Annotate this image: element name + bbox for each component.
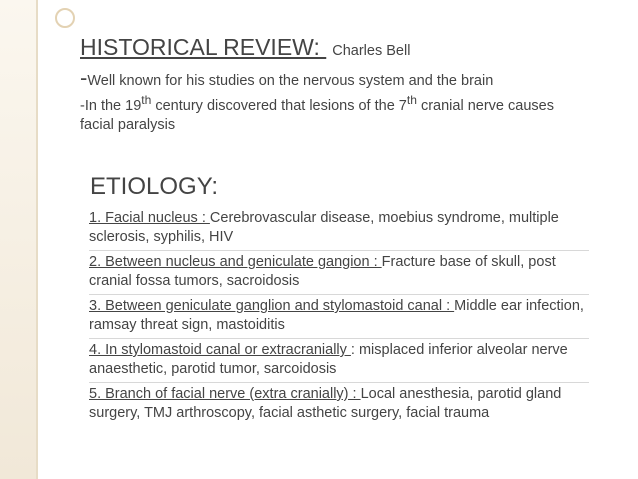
intro-line-1: [80, 65, 580, 91]
etiology-heading: ETIOLOGY:: [90, 173, 219, 200]
etiology-item: [89, 297, 589, 339]
etiology-item-text: Fracture base of skull, post cranial fossa tumors, sacroidosis: [89, 254, 556, 289]
side-band: [0, 0, 36, 479]
etiology-item-label: 3. Between geniculate ganglion and stylomastoid canal :: [89, 298, 455, 314]
intro-line-2-pre: -In the 19: [80, 97, 142, 114]
slide-title: [80, 34, 410, 61]
etiology-item-text: Middle ear infection, ramsay threat sign, mastoiditis: [89, 298, 584, 333]
side-band-line: [36, 0, 38, 479]
etiology-item-text: Local anesthesia, parotid gland surgery, TMJ arthroscopy, facial asthetic surgery, facial trauma: [89, 386, 562, 421]
title-main: HISTORICAL REVIEW:: [80, 34, 327, 60]
etiology-item-label: 5. Branch of facial nerve (extra cranially) :: [89, 386, 361, 402]
intro-sup-1: th: [141, 93, 152, 107]
etiology-item: [89, 253, 589, 295]
etiology-item: [89, 209, 589, 251]
decorative-circle-icon: [55, 8, 75, 28]
etiology-item-label: 2. Between nucleus and geniculate gangion :: [89, 254, 382, 270]
intro-text: [80, 65, 580, 135]
title-sub: Charles Bell: [332, 43, 411, 59]
etiology-item-label: 4. In stylomastoid canal or extracranially: [89, 342, 351, 358]
etiology-item: [89, 341, 589, 383]
etiology-item-label: 1. Facial nucleus :: [89, 210, 210, 226]
etiology-item-text: Cerebrovascular disease, moebius syndrome, multiple sclerosis, syphilis, HIV: [89, 210, 559, 245]
intro-sup-2: th: [406, 93, 417, 107]
intro-line-2: [80, 91, 580, 135]
intro-line-1-text: Well known for his studies on the nervous system and the brain: [87, 73, 494, 89]
etiology-item: [89, 385, 589, 426]
intro-line-2-mid: century discovered that lesions of the 7: [151, 97, 407, 114]
etiology-item-text: : misplaced inferior alveolar nerve anaesthetic, parotid tumor, sarcoidosis: [89, 342, 568, 377]
intro-dash: -: [80, 65, 88, 90]
etiology-list: [89, 209, 589, 428]
intro-line-2-post: cranial nerve causes facial paralysis: [80, 97, 554, 133]
